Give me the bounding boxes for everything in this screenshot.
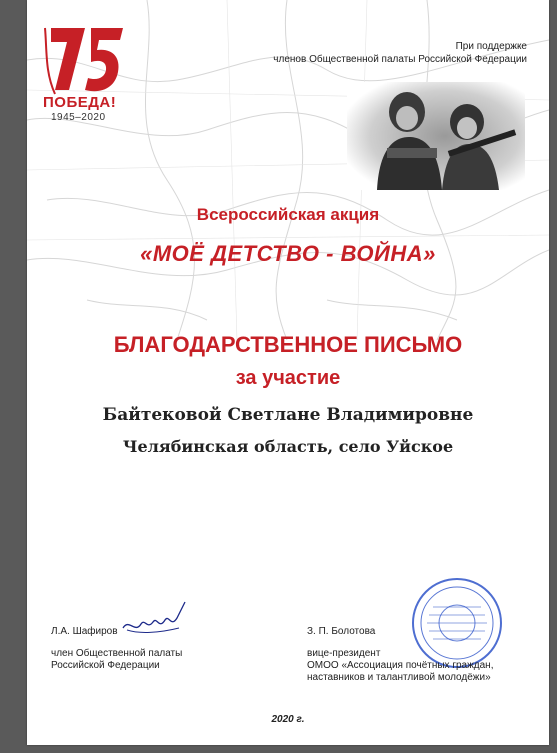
left-signatory-role [51,648,231,672]
left-handwritten-signature [119,600,189,640]
letter-title: БЛАГОДАРСТВЕННОЕ ПИСЬМО [113,332,463,357]
right-role-line-2: ОМОО «Ассоциация почётных граждан, [307,660,494,671]
left-signatory-name: Л.А. Шафиров [51,626,118,637]
action-title: «МОЁ ДЕТСТВО - ВОЙНА» [140,241,436,266]
right-signatory-role [307,648,527,684]
document-year: 2020 г. [271,714,305,725]
support-line-1: При поддержке [455,41,527,52]
recipient-location: Челябинская область, село Уйское [122,437,454,456]
support-text [187,40,527,66]
left-role-line-1: член Общественной палаты [51,648,183,659]
right-role-line-1: вице-президент [307,648,381,659]
logo-word: ПОБЕДА! [43,94,117,111]
left-role-line-2: Российской Федерации [51,660,160,671]
logo-years: 1945–2020 [51,112,106,123]
support-line-2: членов Общественной палаты Российской Федерации [273,54,527,65]
wartime-children-photo [347,82,525,190]
action-subtitle: Всероссийская акция [196,205,380,224]
recipient-name: Байтековой Светлане Владимировне [102,405,474,425]
right-role-line-3: наставников и талантливой молодёжи» [307,672,491,683]
right-signatory-name: З. П. Болотова [307,626,376,637]
certificate-page [27,0,549,745]
letter-subtitle: за участие [235,367,341,389]
